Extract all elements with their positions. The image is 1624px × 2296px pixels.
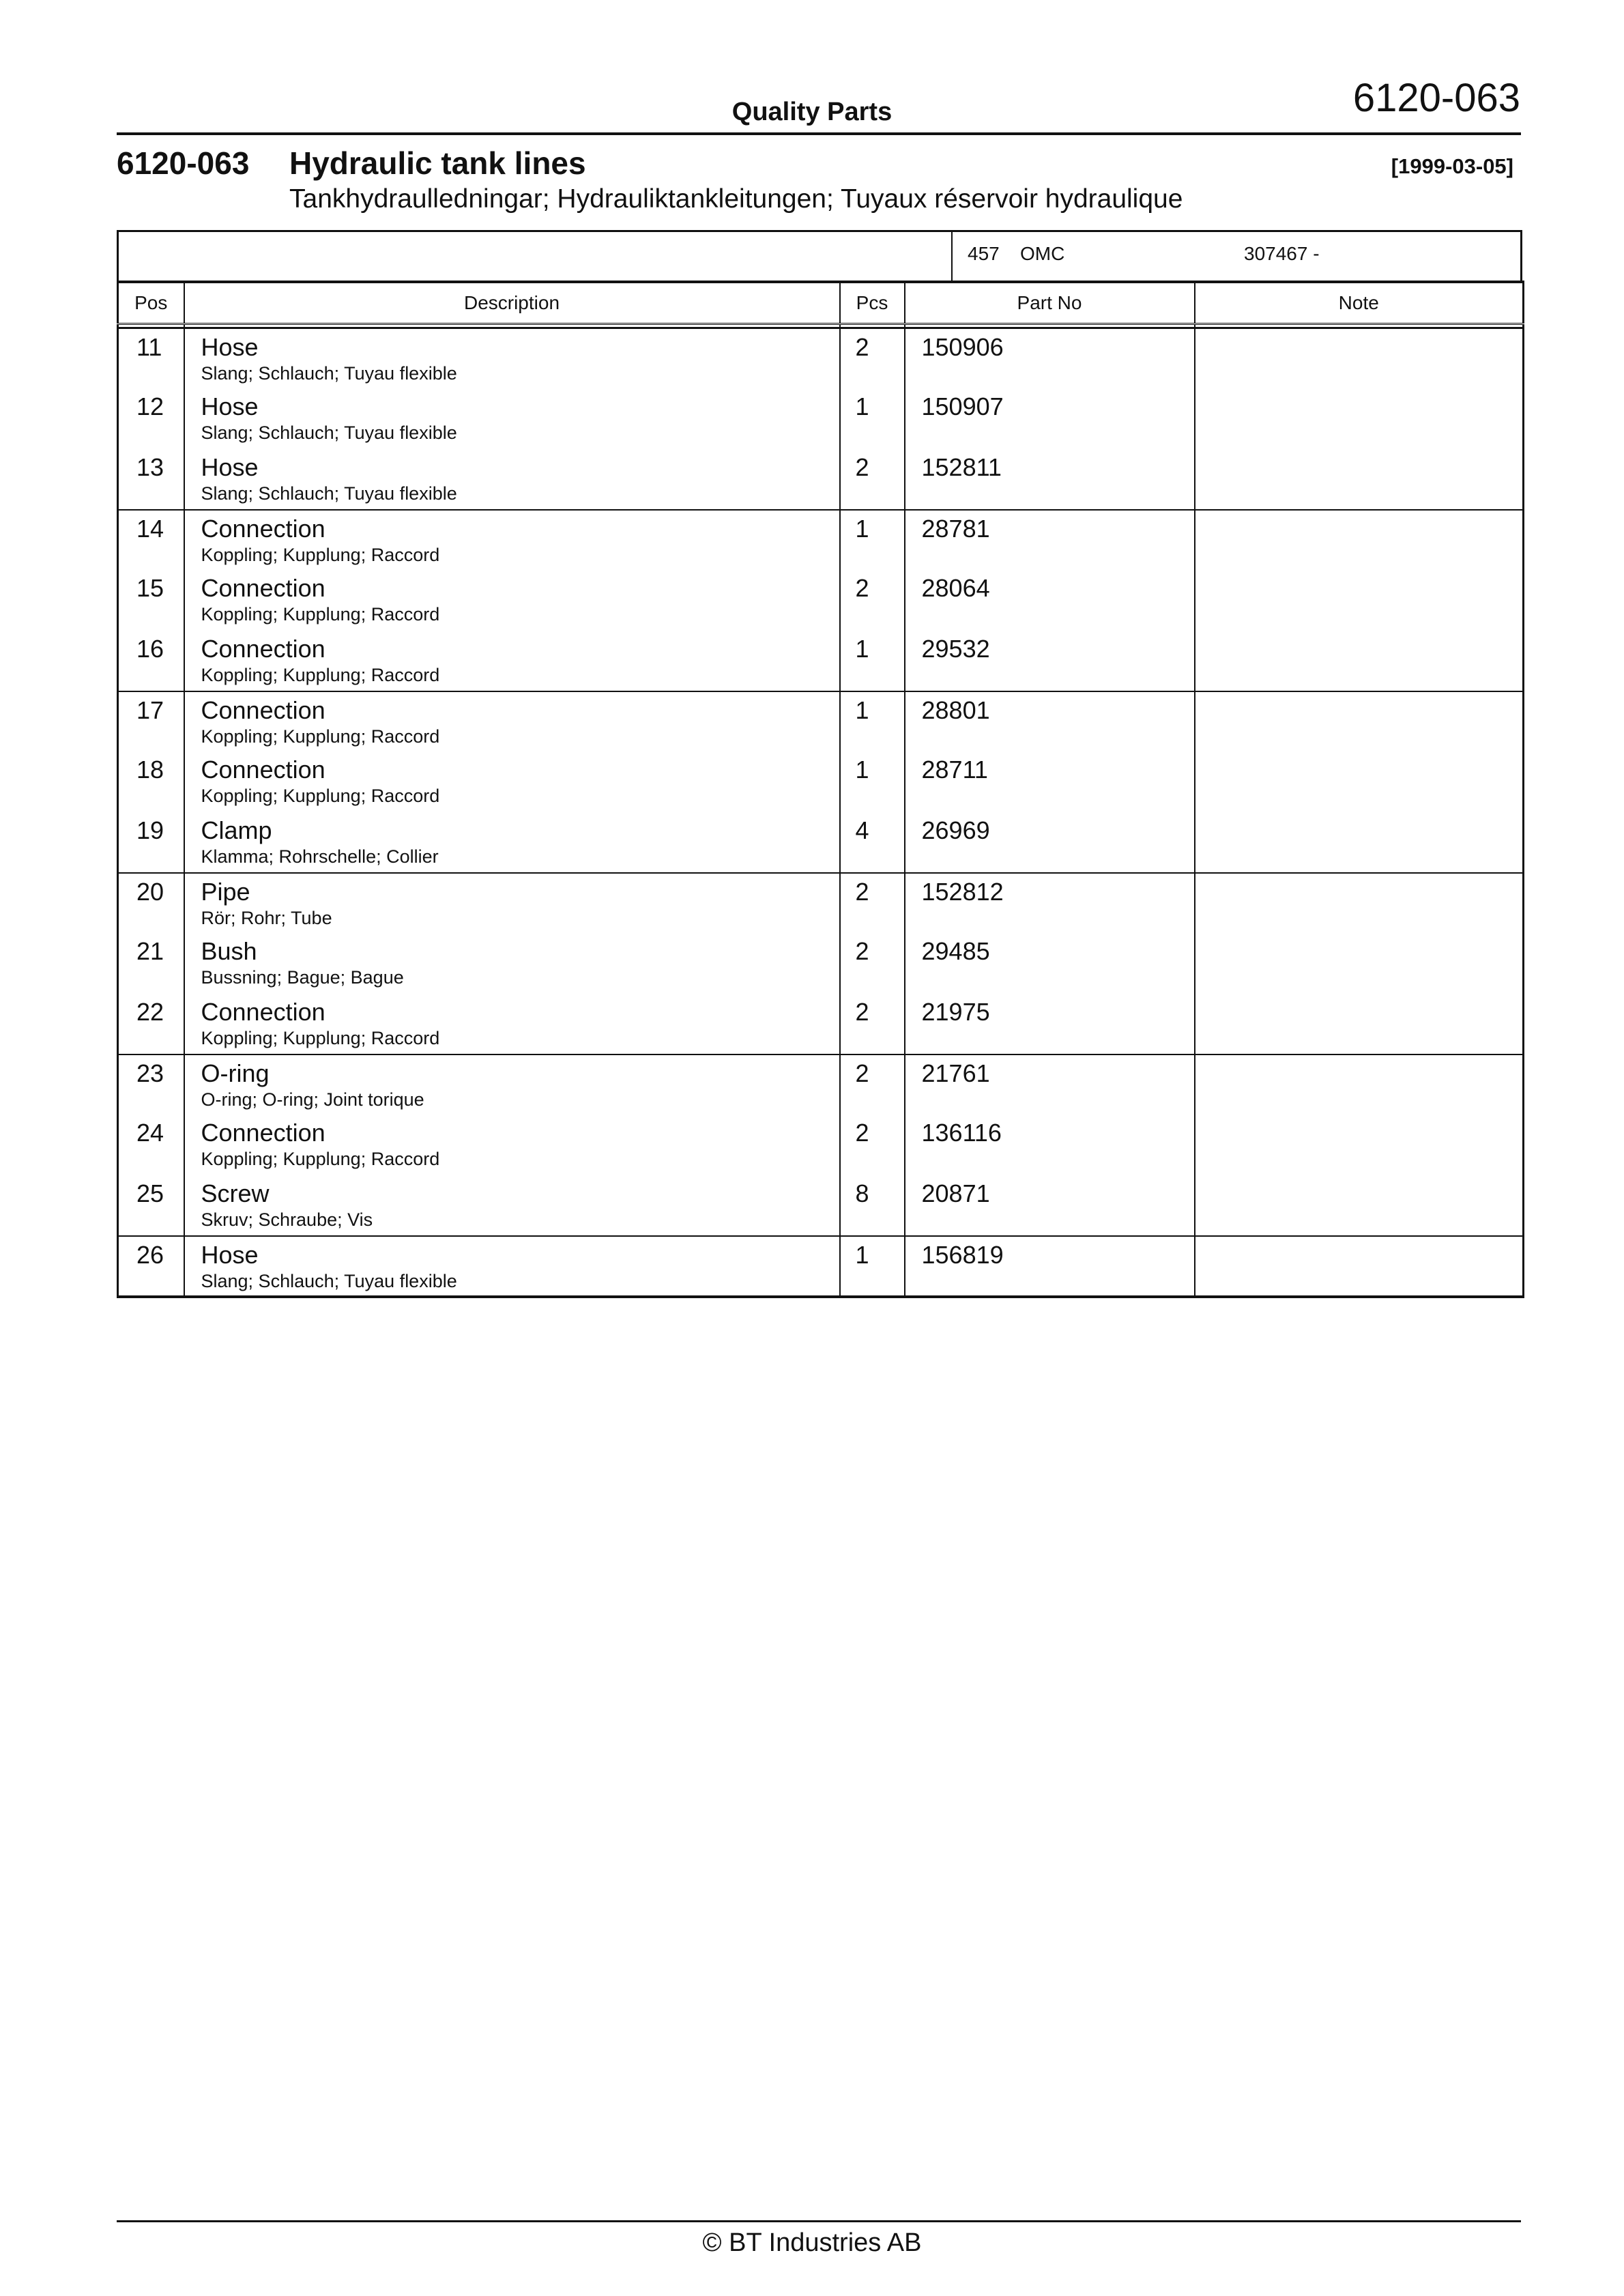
part-name: Hose	[201, 453, 259, 481]
table-row	[118, 1054, 1524, 1115]
note	[1195, 1115, 1523, 1120]
part-name: Bush	[201, 937, 257, 966]
cell-description	[184, 933, 840, 994]
cell-note	[1195, 570, 1524, 631]
cell-pcs	[840, 1054, 905, 1115]
table-row	[118, 994, 1524, 1054]
part-number: 156819	[921, 1240, 1004, 1269]
part-number: 152812	[921, 877, 1004, 906]
cell-pos	[118, 328, 184, 389]
column-header-part-no: Part No	[905, 282, 1195, 324]
cell-note	[1195, 873, 1524, 934]
cell-description	[184, 994, 840, 1054]
quantity: 4	[855, 816, 869, 844]
cell-pcs	[840, 1115, 905, 1175]
cell-description	[184, 691, 840, 752]
table-row	[118, 631, 1524, 691]
cell-pos	[118, 873, 184, 934]
note	[1195, 1055, 1523, 1061]
part-number: 28711	[921, 756, 988, 784]
quantity: 2	[855, 333, 869, 361]
note	[1195, 511, 1523, 516]
pos-number: 25	[136, 1179, 164, 1208]
cell-description	[184, 510, 840, 571]
part-name: Pipe	[201, 877, 250, 906]
cell-description	[184, 873, 840, 934]
note	[1195, 570, 1523, 575]
cell-pos	[118, 570, 184, 631]
pos-number: 15	[136, 574, 164, 603]
cell-pos	[118, 994, 184, 1054]
note	[1195, 449, 1523, 455]
note	[1195, 874, 1523, 879]
cell-part-no	[905, 994, 1195, 1054]
part-translations: Koppling; Kupplung; Raccord	[201, 604, 440, 625]
cell-part-no	[905, 1175, 1195, 1236]
part-name: Connection	[201, 1119, 325, 1147]
cell-pcs	[840, 328, 905, 389]
cell-note	[1195, 1236, 1524, 1297]
cell-pcs	[840, 1175, 905, 1236]
cell-part-no	[905, 873, 1195, 934]
part-number: 29485	[921, 937, 990, 966]
cell-part-no	[905, 631, 1195, 691]
serial-range: 307467 -	[1244, 243, 1320, 264]
cell-part-no	[905, 388, 1195, 449]
part-name: Connection	[201, 756, 325, 784]
cell-pcs	[840, 751, 905, 812]
cell-description	[184, 570, 840, 631]
cell-pcs	[840, 1236, 905, 1297]
cell-part-no	[905, 1054, 1195, 1115]
cell-description	[184, 631, 840, 691]
quantity: 2	[855, 1059, 869, 1087]
cell-note	[1195, 933, 1524, 994]
title-translations: Tankhydraulledningar; Hydrauliktankleitungen; Tuyaux réservoir hydraulique	[289, 184, 1183, 214]
note	[1195, 933, 1523, 938]
part-translations: O-ring; O-ring; Joint torique	[201, 1089, 424, 1110]
part-number: 28064	[921, 574, 990, 603]
cell-pcs	[840, 631, 905, 691]
cell-part-no	[905, 1236, 1195, 1297]
part-translations: Skruv; Schraube; Vis	[201, 1209, 373, 1231]
cell-pos	[118, 631, 184, 691]
cell-part-no	[905, 691, 1195, 752]
pos-number: 20	[136, 877, 164, 906]
note	[1195, 751, 1523, 757]
table-row	[118, 328, 1524, 389]
note	[1195, 994, 1523, 999]
cell-note	[1195, 994, 1524, 1054]
cell-pos	[118, 691, 184, 752]
title-code: 6120-063	[117, 145, 250, 181]
part-name: Connection	[201, 998, 325, 1027]
table-row	[118, 570, 1524, 631]
cell-pos	[118, 933, 184, 994]
part-translations: Koppling; Kupplung; Raccord	[201, 726, 440, 747]
section-header: Quality Parts	[731, 98, 893, 126]
part-translations: Slang; Schlauch; Tuyau flexible	[201, 422, 457, 444]
pos-number: 16	[136, 634, 164, 663]
table-row	[118, 1236, 1524, 1297]
table-row	[118, 510, 1524, 571]
title-date: [1999-03-05]	[1391, 154, 1513, 178]
cell-pos	[118, 1236, 184, 1297]
cell-part-no	[905, 449, 1195, 510]
part-name: Connection	[201, 574, 325, 603]
cell-note	[1195, 1054, 1524, 1115]
cell-note	[1195, 1175, 1524, 1236]
note	[1195, 329, 1523, 334]
cell-pcs	[840, 691, 905, 752]
quantity: 1	[855, 392, 869, 421]
quantity: 2	[855, 998, 869, 1027]
part-translations: Slang; Schlauch; Tuyau flexible	[201, 483, 457, 504]
quantity: 1	[855, 634, 869, 663]
quantity: 8	[855, 1179, 869, 1208]
cell-pcs	[840, 812, 905, 873]
cell-description	[184, 1236, 840, 1297]
table-row	[118, 449, 1524, 510]
cell-description	[184, 1054, 840, 1115]
cell-note	[1195, 631, 1524, 691]
cell-note	[1195, 1115, 1524, 1175]
cell-pcs	[840, 994, 905, 1054]
part-name: Hose	[201, 1240, 259, 1269]
cell-part-no	[905, 1115, 1195, 1175]
part-name: Connection	[201, 514, 325, 543]
cell-note	[1195, 388, 1524, 449]
column-header-note: Note	[1195, 282, 1524, 324]
cell-pos	[118, 510, 184, 571]
part-name: Hose	[201, 392, 259, 421]
quantity: 2	[855, 937, 869, 966]
part-name: O-ring	[201, 1059, 270, 1087]
pos-number: 23	[136, 1059, 164, 1087]
part-number: 152811	[921, 453, 1002, 481]
part-translations: Rör; Rohr; Tube	[201, 907, 332, 928]
quantity: 2	[855, 574, 869, 603]
pos-number: 24	[136, 1119, 164, 1147]
pos-number: 19	[136, 816, 164, 844]
cell-description	[184, 812, 840, 873]
cell-description	[184, 388, 840, 449]
cell-note	[1195, 691, 1524, 752]
table-row	[118, 933, 1524, 994]
part-translations: Koppling; Kupplung; Raccord	[201, 786, 440, 807]
cell-pcs	[840, 873, 905, 934]
table-row	[118, 873, 1524, 934]
quantity: 1	[855, 756, 869, 784]
cell-part-no	[905, 328, 1195, 389]
part-translations: Koppling; Kupplung; Raccord	[201, 1028, 440, 1049]
part-translations: Koppling; Kupplung; Raccord	[201, 1149, 440, 1170]
cell-part-no	[905, 812, 1195, 873]
header-rule	[117, 132, 1521, 135]
note	[1195, 1237, 1523, 1242]
quantity: 1	[855, 695, 869, 724]
model-number: 457	[968, 243, 1000, 264]
table-row	[118, 388, 1524, 449]
part-number: 136116	[921, 1119, 1002, 1147]
cell-pos	[118, 388, 184, 449]
cell-description	[184, 1175, 840, 1236]
column-header-pcs: Pcs	[840, 282, 905, 324]
quantity: 2	[855, 453, 869, 481]
part-name: Screw	[201, 1179, 270, 1208]
note	[1195, 631, 1523, 636]
table-row	[118, 1175, 1524, 1236]
note	[1195, 812, 1523, 818]
cell-pos	[118, 1115, 184, 1175]
pos-number: 22	[136, 998, 164, 1027]
note	[1195, 1175, 1523, 1181]
part-translations: Bussning; Bague; Bague	[201, 967, 404, 988]
quantity: 1	[855, 1240, 869, 1269]
cell-description	[184, 328, 840, 389]
cell-pcs	[840, 449, 905, 510]
part-name: Hose	[201, 333, 259, 361]
cell-part-no	[905, 510, 1195, 571]
pos-number: 11	[136, 333, 162, 361]
part-number: 20871	[921, 1179, 990, 1208]
cell-description	[184, 449, 840, 510]
part-name: Connection	[201, 634, 325, 663]
table-row	[118, 691, 1524, 752]
copyright: © BT Industries AB	[702, 2228, 922, 2257]
part-number: 29532	[921, 634, 990, 663]
cell-pcs	[840, 388, 905, 449]
note	[1195, 692, 1523, 698]
quantity: 2	[855, 1119, 869, 1147]
cell-note	[1195, 328, 1524, 389]
part-translations: Koppling; Kupplung; Raccord	[201, 544, 440, 565]
cell-description	[184, 751, 840, 812]
pos-number: 26	[136, 1240, 164, 1269]
cell-part-no	[905, 570, 1195, 631]
cell-note	[1195, 751, 1524, 812]
pos-number: 17	[136, 695, 164, 724]
footer-rule	[117, 2220, 1521, 2222]
part-number: 28801	[921, 695, 990, 724]
part-number: 150907	[921, 392, 1004, 421]
part-number: 26969	[921, 816, 990, 844]
cell-pcs	[840, 933, 905, 994]
part-translations: Slang; Schlauch; Tuyau flexible	[201, 1270, 457, 1291]
cell-part-no	[905, 933, 1195, 994]
cell-pos	[118, 1054, 184, 1115]
cell-pos	[118, 1175, 184, 1236]
quantity: 1	[855, 514, 869, 543]
cell-note	[1195, 812, 1524, 873]
cell-pos	[118, 449, 184, 510]
pos-number: 13	[136, 453, 164, 481]
part-translations: Slang; Schlauch; Tuyau flexible	[201, 363, 457, 384]
note	[1195, 388, 1523, 394]
part-translations: Klamma; Rohrschelle; Collier	[201, 846, 439, 867]
model-info-divider	[951, 232, 953, 283]
cell-pcs	[840, 570, 905, 631]
column-header-description: Description	[184, 282, 840, 324]
pos-number: 12	[136, 392, 164, 421]
part-number: 21975	[921, 998, 990, 1027]
cell-note	[1195, 449, 1524, 510]
pos-number: 21	[136, 937, 164, 966]
model-type: OMC	[1020, 243, 1065, 264]
quantity: 2	[855, 877, 869, 906]
part-number: 28781	[921, 514, 990, 543]
cell-description	[184, 1115, 840, 1175]
part-number: 150906	[921, 333, 1004, 361]
part-name: Clamp	[201, 816, 272, 844]
column-header-pos: Pos	[118, 282, 184, 324]
part-number: 21761	[921, 1059, 990, 1087]
table-row	[118, 1115, 1524, 1175]
pos-number: 18	[136, 756, 164, 784]
cell-part-no	[905, 751, 1195, 812]
part-translations: Koppling; Kupplung; Raccord	[201, 664, 440, 685]
table-row	[118, 812, 1524, 873]
cell-pos	[118, 751, 184, 812]
part-name: Connection	[201, 695, 325, 724]
cell-pcs	[840, 510, 905, 571]
table-row	[118, 751, 1524, 812]
page-code: 6120-063	[1352, 76, 1520, 120]
cell-note	[1195, 510, 1524, 571]
parts-table	[117, 281, 1524, 1298]
pos-number: 14	[136, 514, 164, 543]
page-title: Hydraulic tank lines	[289, 145, 586, 181]
cell-pos	[118, 812, 184, 873]
table-header-row	[118, 282, 1524, 324]
